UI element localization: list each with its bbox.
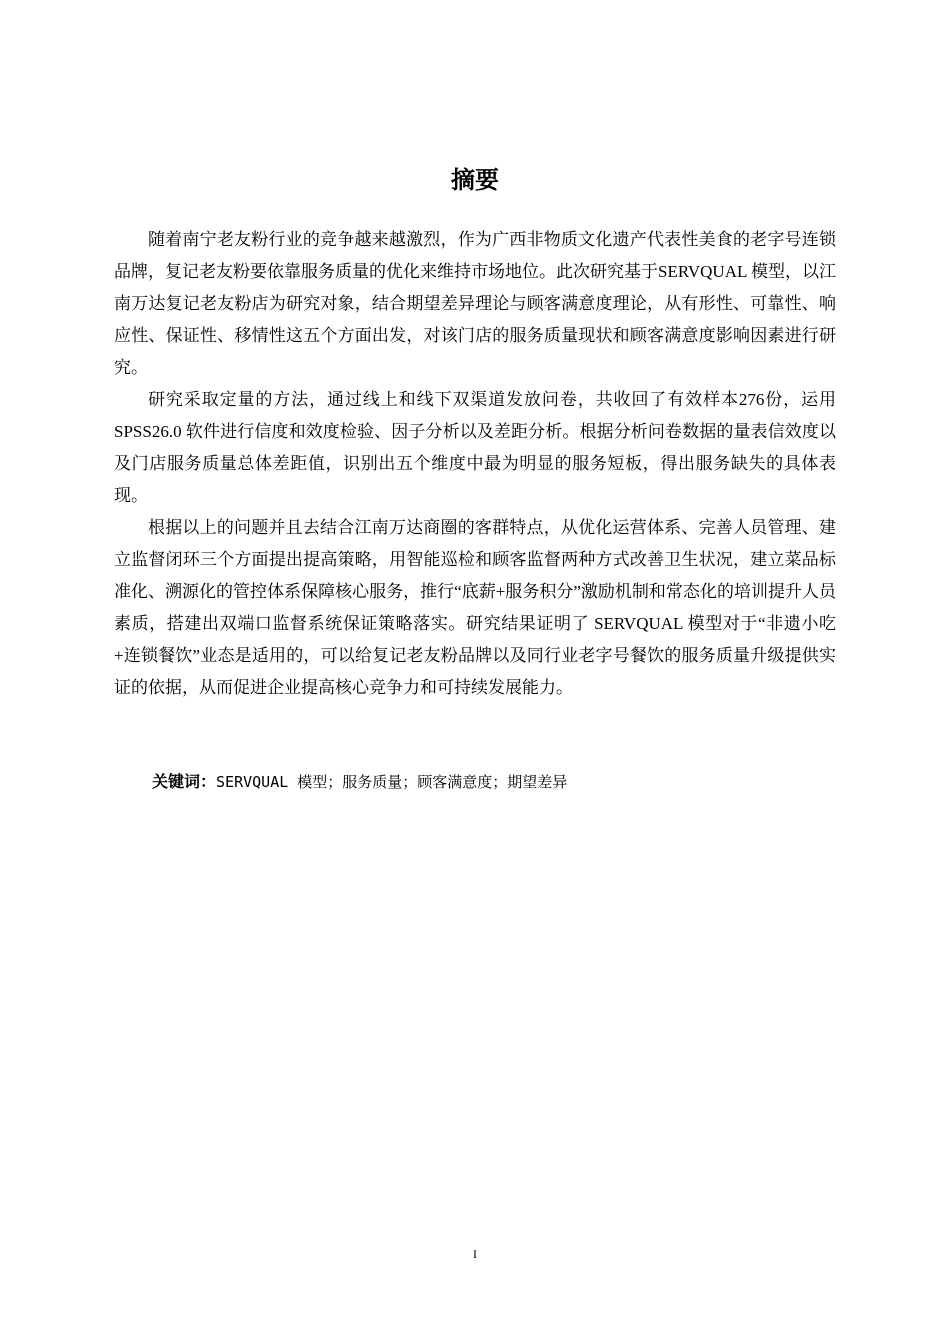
abstract-body	[114, 224, 836, 704]
abstract-paragraph: 随着南宁老友粉行业的竞争越来越激烈，作为广西非物质文化遗产代表性美食的老字号连锁品牌，复记老友粉要依靠服务质量的优化来维持市场地位。此次研究基于SERVQUAL 模型，以江南万达复记老友粉店为研究对象，结合期望差异理论与顾客满意度理论，从有形性、可靠性、响应性、保证性、移情性这五个方面出发，对该门店的服务质量现状和顾客满意度影响因素进行研究。	[114, 230, 836, 377]
abstract-paragraph: 根据以上的问题并且去结合江南万达商圈的客群特点，从优化运营体系、完善人员管理、建立监督闭环三个方面提出提高策略，用智能巡检和顾客监督两种方式改善卫生状况，建立菜品标准化、溯源化的管控体系保障核心服务，推行“底薪+服务积分”激励机制和常态化的培训提升人员素质，搭建出双端口监督系统保证策略落实。研究结果证明了 SERVQUAL 模型对于“非遗小吃+连锁餐饮”业态是适用的，可以给复记老友粉品牌以及同行业老字号餐饮的服务质量升级提供实证的依据，从而促进企业提高核心竞争力和可持续发展能力。	[114, 518, 836, 697]
keywords-label: 关键词：	[152, 772, 217, 791]
keywords-line	[152, 765, 836, 800]
keywords-text: SERVQUAL 模型；服务质量；顾客满意度；期望差异	[216, 773, 568, 791]
page-number: I	[473, 1247, 477, 1261]
page-title: 摘要	[451, 166, 499, 194]
abstract-paragraph: 研究采取定量的方法，通过线上和线下双渠道发放问卷，共收回了有效样本276份，运用 SPSS26.0 软件进行信度和效度检验、因子分析以及差距分析。根据分析问卷数据的量表信效度以及门店服务质量总体差距值，识别出五个维度中最为明显的服务短板，得出服务缺失的具体表现。	[114, 390, 836, 505]
